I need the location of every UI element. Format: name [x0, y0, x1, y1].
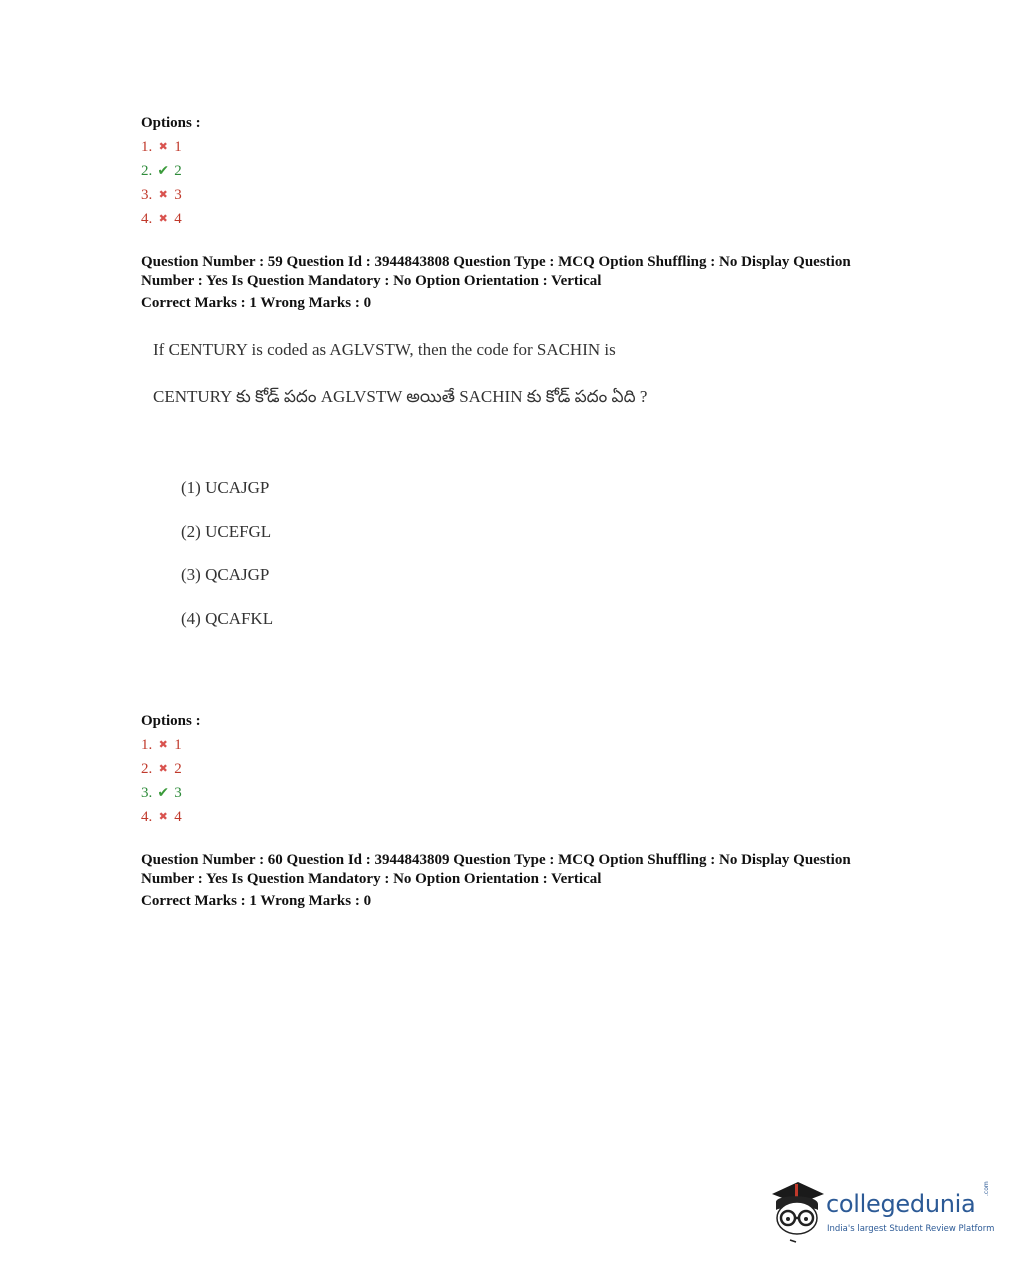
- question-60-meta: [141, 851, 921, 911]
- question-59-body: [153, 338, 873, 409]
- option-item: [141, 757, 201, 781]
- question-choice: (3) QCAJGP: [181, 565, 270, 584]
- option-value: 1: [174, 139, 182, 155]
- collegedunia-logo: [768, 1180, 993, 1245]
- option-item: [141, 781, 201, 805]
- option-item: [141, 135, 201, 159]
- option-number: 3.: [141, 785, 153, 801]
- check-icon: ✔: [157, 163, 170, 179]
- cross-icon: ✖: [158, 140, 168, 153]
- options-title: Options :: [141, 713, 201, 729]
- option-number: 3.: [141, 187, 153, 203]
- cross-icon: ✖: [158, 738, 168, 751]
- option-value: 2: [174, 163, 182, 179]
- option-item: [141, 207, 201, 231]
- cross-icon: ✖: [158, 212, 168, 225]
- question-59-choices: [181, 476, 273, 650]
- logo-wordmark: collegedunia: [826, 1190, 976, 1218]
- cross-icon: ✖: [158, 762, 168, 775]
- student-mascot-icon: [768, 1180, 826, 1245]
- question-marks: Correct Marks : 1 Wrong Marks : 0: [141, 295, 372, 311]
- option-item: [141, 183, 201, 207]
- option-number: 4.: [141, 211, 153, 227]
- options-title: Options :: [141, 115, 201, 131]
- question-marks: Correct Marks : 1 Wrong Marks : 0: [141, 893, 372, 909]
- question-meta-line: Question Number : 60 Question Id : 3944843809 Question Type : MCQ Option Shuffling : No Display Question: [141, 852, 851, 868]
- cross-icon: ✖: [158, 810, 168, 823]
- logo-suffix: .com: [983, 1181, 990, 1196]
- question-meta-line: Number : Yes Is Question Mandatory : No Option Orientation : Vertical: [141, 871, 602, 887]
- option-value: 4: [174, 809, 182, 825]
- question-choice: (2) UCEFGL: [181, 521, 272, 541]
- logo-tagline: India's largest Student Review Platform: [827, 1224, 995, 1234]
- option-value: 4: [174, 211, 182, 227]
- question-meta-line: Question Number : 59 Question Id : 3944843808 Question Type : MCQ Option Shuffling : No Display Question: [141, 254, 851, 270]
- cross-icon: ✖: [158, 188, 168, 201]
- option-number: 2.: [141, 761, 153, 777]
- question-59-meta: [141, 253, 921, 313]
- option-value: 1: [174, 737, 182, 753]
- question-text-english: If CENTURY is coded as AGLVSTW, then the code for SACHIN is: [153, 340, 616, 359]
- option-number: 4.: [141, 809, 153, 825]
- option-number: 1.: [141, 139, 153, 155]
- question-text-telugu: CENTURY కు కోడ్ పదం AGLVSTW అయితే SACHIN కు కోడ్ పదం ఏది ?: [153, 387, 648, 406]
- check-icon: ✔: [157, 785, 170, 801]
- option-item: [141, 159, 201, 183]
- option-value: 3: [174, 785, 182, 801]
- option-number: 1.: [141, 737, 153, 753]
- option-number: 2.: [141, 163, 153, 179]
- question-choice: (4) QCAFKL: [181, 608, 274, 628]
- options-block-58: [141, 111, 201, 231]
- options-block-59: [141, 709, 201, 829]
- question-meta-line: Number : Yes Is Question Mandatory : No Option Orientation : Vertical: [141, 273, 602, 289]
- question-choice: (1) UCAJGP: [181, 478, 270, 497]
- option-value: 3: [174, 187, 182, 203]
- option-item: [141, 805, 201, 829]
- option-value: 2: [174, 761, 182, 777]
- option-item: [141, 733, 201, 757]
